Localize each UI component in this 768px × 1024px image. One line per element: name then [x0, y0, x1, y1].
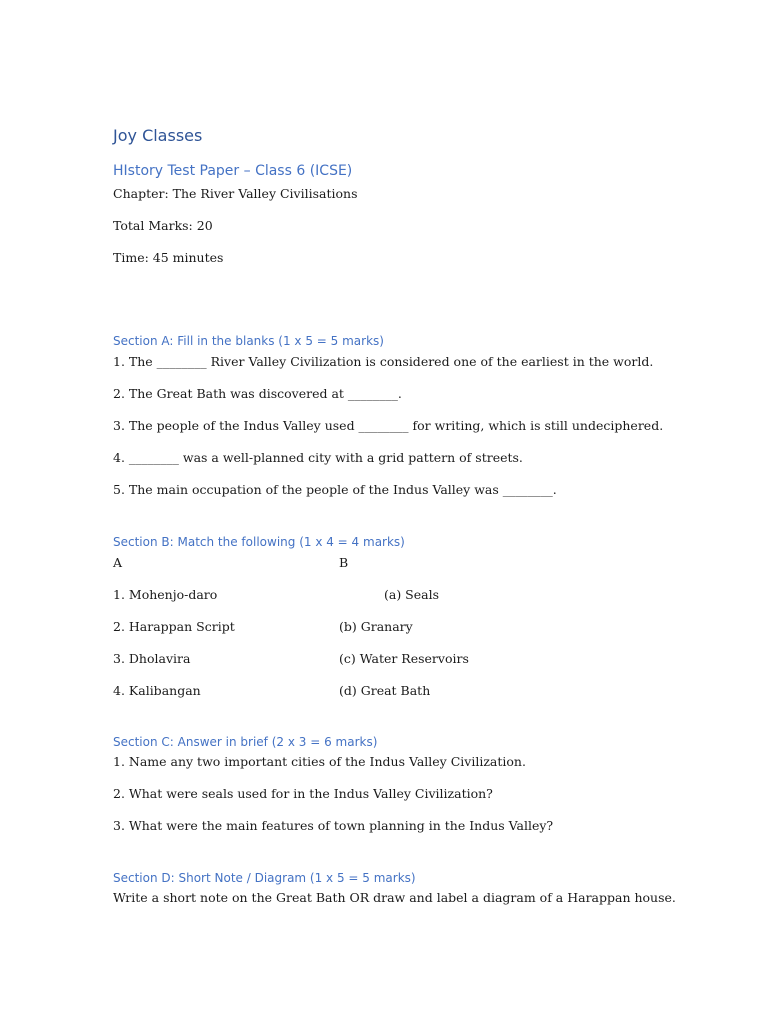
time-allowed: Time: 45 minutes [113, 250, 224, 265]
section-c-heading: Section C: Answer in brief (2 x 3 = 6 marks) [113, 735, 378, 749]
section-a-question: 2. The Great Bath was discovered at ________. [113, 386, 402, 401]
match-item-a: 4. Kalibangan [113, 683, 201, 698]
org-name: Joy Classes [113, 126, 203, 145]
section-a-heading: Section A: Fill in the blanks (1 x 5 = 5 marks) [113, 334, 384, 348]
section-a-question: 5. The main occupation of the people of the Indus Valley was ________. [113, 482, 557, 497]
match-item-b: (b) Granary [339, 619, 413, 634]
match-item-b: (a) Seals [384, 587, 440, 602]
section-c-question: 1. Name any two important cities of the Indus Valley Civilization. [113, 754, 526, 769]
match-item-a: 1. Mohenjo-daro [113, 587, 218, 602]
column-b-header: B [339, 555, 349, 570]
paper-title: HIstory Test Paper – Class 6 (ICSE) [113, 163, 353, 179]
match-item-b: (d) Great Bath [339, 683, 431, 698]
section-d-question: Write a short note on the Great Bath OR draw and label a diagram of a Harappan house. [113, 890, 676, 905]
column-a-header: A [113, 555, 123, 570]
section-b-heading: Section B: Match the following (1 x 4 = 4 marks) [113, 535, 405, 549]
section-a-question: 4. ________ was a well-planned city with a grid pattern of streets. [113, 450, 523, 465]
match-item-a: 2. Harappan Script [113, 619, 235, 634]
section-a-question: 3. The people of the Indus Valley used ________ for writing, which is still undeciphered. [113, 418, 664, 433]
section-c-question: 2. What were seals used for in the Indus Valley Civilization? [113, 786, 493, 801]
match-item-b: (c) Water Reservoirs [339, 651, 469, 666]
total-marks: Total Marks: 20 [113, 218, 213, 233]
section-d-heading: Section D: Short Note / Diagram (1 x 5 = 5 marks) [113, 871, 416, 885]
section-a-question: 1. The ________ River Valley Civilization is considered one of the earliest in the world. [113, 354, 654, 369]
match-item-a: 3. Dholavira [113, 651, 191, 666]
section-c-question: 3. What were the main features of town planning in the Indus Valley? [113, 818, 554, 833]
chapter-line: Chapter: The River Valley Civilisations [113, 186, 358, 201]
